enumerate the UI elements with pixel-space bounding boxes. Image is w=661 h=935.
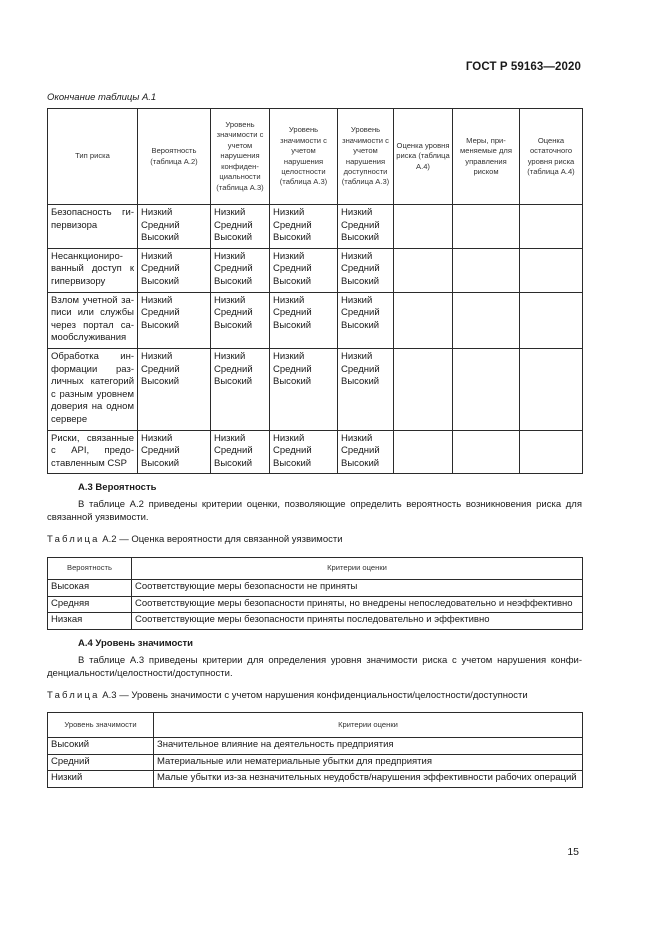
level-value: Средний [214,263,253,275]
level-value: Высокий [214,376,253,388]
risk-type-cell: Безопасность гипервизора [48,205,138,249]
risk-measures-cell [453,292,520,348]
level-value: Высокий [273,319,312,331]
level-value: Высокий [141,232,180,244]
availability-cell [338,248,394,292]
risk-level-cell [394,205,453,249]
residual-risk-cell [520,205,583,249]
integrity-cell [270,248,338,292]
integrity-cell [270,292,338,348]
table-a3 [47,712,583,788]
level-value: Средний [273,219,312,231]
integrity-cell [270,205,338,249]
level-value: Низкий [273,432,305,444]
criteria-cell: Соответствующие меры безопасности приняты последовательно и эффективно [132,613,583,630]
table-title: А.2 — Оценка вероятности для связанной уязвимости [99,534,343,545]
level-value: Высокий [141,275,180,287]
level-value: Низкий [273,294,305,306]
level-value: Средний [341,263,380,275]
level-value: Высокий [341,275,380,287]
section-a3-paragraph: В таблице А.2 приведены критерии оценки, позволяющие определить вероятность возникновения риска для связанной уязвимости. [47,499,582,523]
level-value: Средний [141,363,180,375]
risk-level-cell [394,430,453,474]
column-header: Вероятность (таблица А.2) [138,109,211,205]
confidentiality-cell [211,205,270,249]
level-value: Средний [141,307,180,319]
level-value: Низкий [141,250,173,262]
section-heading-a3: А.3 Вероятность [78,482,157,493]
probability-cell [138,292,211,348]
risk-measures-cell [453,205,520,249]
level-value: Низкий [273,207,305,218]
residual-risk-cell [520,248,583,292]
level-value: Высокий [341,319,380,331]
level-value: Низкий [141,432,173,444]
level-value: Средний [341,445,380,457]
column-header: Тип риска [48,109,138,205]
level-cell: Высокий [48,738,154,755]
table-header-row [48,713,583,738]
table-row [48,613,583,630]
risk-type-cell: Обработка информации различных категорий с разным уровнем доверия на одном сервере [48,348,138,430]
level-value: Средний [341,307,380,319]
table-label: Таблица [47,690,100,701]
document-header: ГОСТ Р 59163—2020 [465,61,581,73]
residual-risk-cell [520,348,583,430]
level-value: Низкий [141,350,173,362]
risk-type-cell: Несанкционированный доступ к гипервизору [48,248,138,292]
level-value: Средний [273,363,312,375]
table-row [48,738,583,755]
level-value: Низкий [141,207,173,218]
availability-cell [338,430,394,474]
column-header: Меры, применяемые для управления риском [453,109,520,205]
level-cell: Средний [48,754,154,771]
table-row [48,348,583,430]
level-value: Средний [141,263,180,275]
level-value: Низкий [341,350,373,362]
criteria-cell: Материальные или нематериальные убытки для предприятия [154,754,583,771]
level-value: Низкий [214,350,246,362]
table-row [48,248,583,292]
integrity-cell [270,348,338,430]
level-value: Высокий [141,376,180,388]
risk-level-cell [394,348,453,430]
criteria-cell: Соответствующие меры безопасности приняты, но внедрены непоследовательно и неэффективно [132,596,583,613]
level-value: Средний [214,363,253,375]
level-value: Средний [273,263,312,275]
criteria-cell: Значительное влияние на деятельность предприятия [154,738,583,755]
probability-cell [138,205,211,249]
level-value: Низкий [341,207,373,218]
probability-cell [138,348,211,430]
level-cell: Высокая [48,580,132,597]
level-value: Низкий [341,432,373,444]
level-value: Высокий [214,275,253,287]
table-row [48,771,583,788]
confidentiality-cell [211,348,270,430]
level-value: Низкий [341,294,373,306]
table-a2 [47,557,583,630]
level-value: Низкий [214,294,246,306]
level-value: Средний [273,445,312,457]
column-header: Критерии оценки [132,558,583,580]
level-value: Средний [341,219,380,231]
integrity-cell [270,430,338,474]
level-value: Низкий [214,207,246,218]
level-value: Высокий [214,319,253,331]
level-value: Низкий [273,250,305,262]
level-value: Низкий [141,294,173,306]
table-title: А.3 — Уровень значимости с учетом нарушения конфиденциальности/целостности/доступности [99,690,528,701]
confidentiality-cell [211,430,270,474]
table-row [48,596,583,613]
risk-type-cell: Риски, связанные с API, предоставленным CSP [48,430,138,474]
table-a2-caption [47,534,343,545]
risk-level-cell [394,248,453,292]
level-value: Высокий [141,319,180,331]
criteria-cell: Соответствующие меры безопасности не приняты [132,580,583,597]
level-value: Средний [141,445,180,457]
table-row [48,430,583,474]
column-header: Критерии оценки [154,713,583,738]
column-header: Оценка остаточного уровня риска (таблица А.4) [520,109,583,205]
level-value: Средний [214,219,253,231]
table-row [48,754,583,771]
level-cell: Средняя [48,596,132,613]
table-a1 [47,108,583,474]
table-a1-caption: Окончание таблицы А.1 [47,92,157,103]
column-header: Уровень значимости с учетом нарушения целостности (таблица А.3) [270,109,338,205]
column-header: Уровень значимости с учетом нарушения доступности (таблица А.3) [338,109,394,205]
level-value: Низкий [214,250,246,262]
level-value: Высокий [273,457,312,469]
level-value: Высокий [214,232,253,244]
level-value: Высокий [341,232,380,244]
table-header-row [48,558,583,580]
section-heading-a4: А.4 Уровень значимости [78,638,194,649]
availability-cell [338,205,394,249]
level-value: Высокий [141,457,180,469]
column-header: Вероятность [48,558,132,580]
column-header: Оценка уровня риска (таблица А.4) [394,109,453,205]
level-value: Высокий [273,275,312,287]
probability-cell [138,430,211,474]
risk-measures-cell [453,248,520,292]
probability-cell [138,248,211,292]
confidentiality-cell [211,248,270,292]
column-header: Уровень значимости с учетом нарушения конфиденциальности (таблица А.3) [211,109,270,205]
level-value: Средний [273,307,312,319]
level-value: Высокий [341,457,380,469]
level-value: Высокий [214,457,253,469]
level-value: Низкий [341,250,373,262]
section-a4-paragraph: В таблице А.3 приведены критерии для определения уровня значимости риска с учетом нарушения конфиденциальности/целостности/доступности. [47,655,582,679]
table-row [48,580,583,597]
risk-measures-cell [453,348,520,430]
table-a3-caption [47,690,528,701]
confidentiality-cell [211,292,270,348]
availability-cell [338,292,394,348]
level-value: Высокий [273,376,312,388]
level-value: Средний [214,307,253,319]
risk-level-cell [394,292,453,348]
table-row [48,292,583,348]
page-number: 15 [567,846,579,858]
level-cell: Низкая [48,613,132,630]
residual-risk-cell [520,430,583,474]
availability-cell [338,348,394,430]
table-header-row [48,109,583,205]
risk-type-cell: Взлом учетной записи или службы через портал самообслуживания [48,292,138,348]
risk-measures-cell [453,430,520,474]
residual-risk-cell [520,292,583,348]
level-value: Высокий [273,232,312,244]
criteria-cell: Малые убытки из-за незначительных неудобств/нарушения эффективности рабочих операций [154,771,583,788]
level-value: Низкий [214,432,246,444]
level-value: Средний [214,445,253,457]
table-row [48,205,583,249]
level-value: Низкий [273,350,305,362]
level-value: Высокий [341,376,380,388]
level-cell: Низкий [48,771,154,788]
level-value: Средний [141,219,180,231]
table-label: Таблица [47,534,100,545]
level-value: Средний [341,363,380,375]
column-header: Уровень значимости [48,713,154,738]
